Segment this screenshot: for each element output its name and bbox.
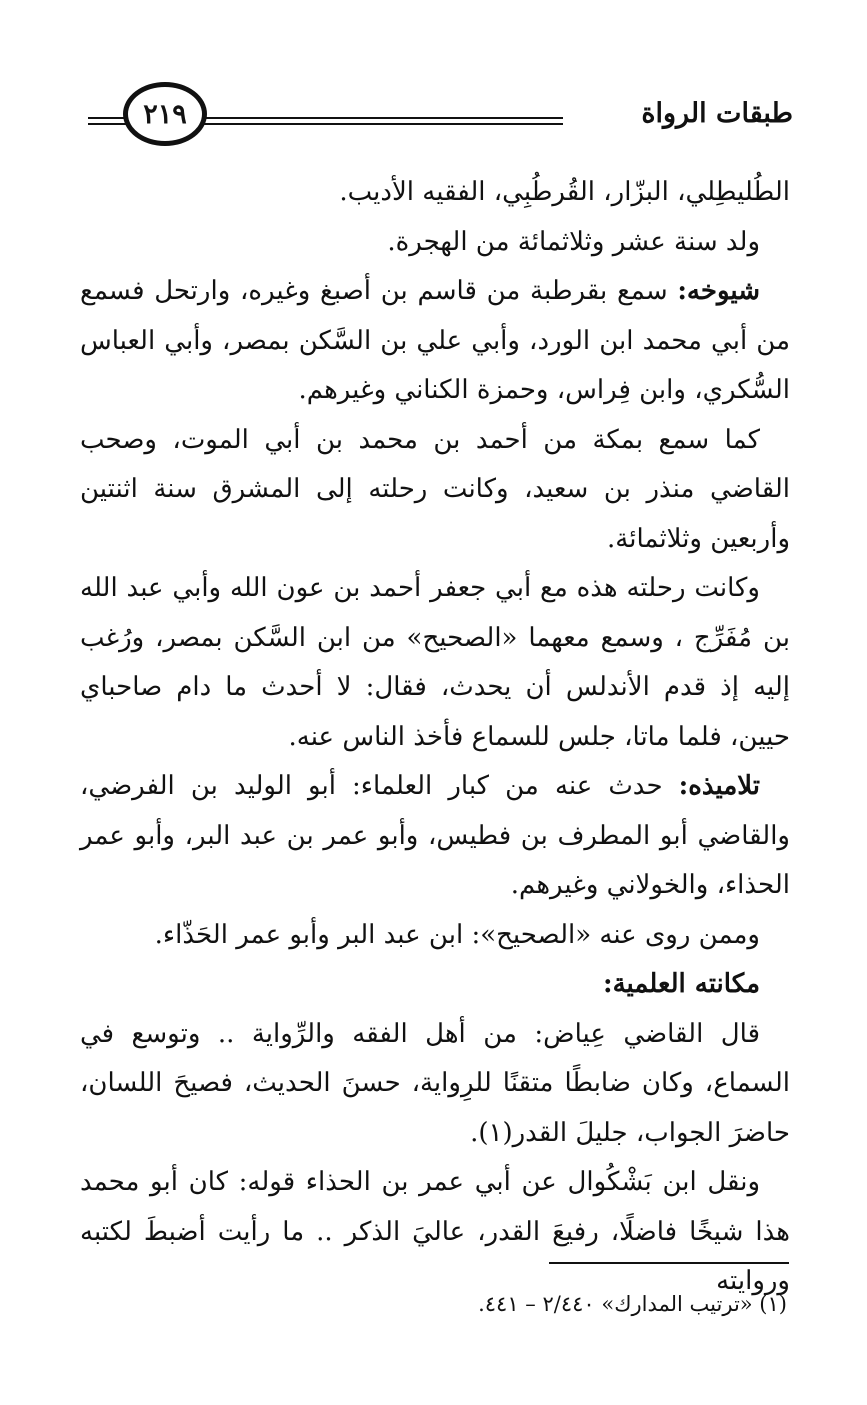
page-number: ٢١٩ [143,98,187,130]
section-heading-text: مكانته العلمية: [603,969,760,999]
paragraph-text: وممن روى عنه «الصحيح»: ابن عبد البر وأبو عمر الحَذّاء. [154,919,760,950]
header-rule [88,123,130,125]
paragraph [80,218,790,268]
running-header [88,82,793,160]
paragraph-text: كما سمع بمكة من أحمد بن محمد بن أبي الموت، وصحب القاضي منذر بن سعيد، وكانت رحلته إلى المشرق سنة اثنتين وأربعين وثلاثمائة. [80,424,790,554]
paragraph [80,1010,790,1159]
footnote: (١) «ترتيب المدارك» ٢/٤٤٠ – ٤٤١. [478,1292,787,1316]
running-title: طبقات الرواة [641,98,793,129]
paragraph-text: الطُليطِلي، البزّار، القُرطُبِي، الفقيه الأديب. [339,177,790,207]
paragraph-text: ولد سنة عشر وثلاثمائة من الهجرة. [387,226,760,257]
header-rule [203,123,563,125]
page-number-circle [123,82,207,146]
section-label: شيوخه: [677,276,760,306]
paragraph [80,1158,790,1307]
paragraph [80,416,790,565]
paragraph-text: سمع بقرطبة من قاسم بن أصبغ وغيره، وارتحل فسمع من أبي محمد ابن الورد، وأبي علي بن السَّكن بمصر، وأبي العباس السُّكري، وابن فِراس، وحمزة الكناني وغيرهم. [80,276,790,405]
paragraph-text: قال القاضي عِياض: من أهل الفقه والرِّواية .. وتوسع في السماع، وكان ضابطًا متقنًا للرِواية، حسنَ الحديث، فصيحَ اللسان، حاضرَ الجواب، جليلَ القدر(١). [80,1018,790,1148]
paragraph [80,911,790,961]
header-rule [203,117,563,119]
paragraph [80,267,790,416]
paragraph-text: ونقل ابن بَشْكُوال عن أبي عمر بن الحذاء قوله: كان أبو محمد هذا شيخًا فاضلًا، رفيعَ القدر، عاليَ الذكر .. ما رأيت أضبطَ لكتبه وروايته [80,1167,790,1296]
section-label: تلاميذه: [678,771,760,801]
paragraph-text: وكانت رحلته هذه مع أبي جعفر أحمد بن عون الله وأبي عبد الله بن مُفَرِّج ، وسمع معهما «الصحيح» من ابن السَّكن بمصر، ورُغب إليه إذ قدم الأندلس أن يحدث، فقال: لا أحدث ما دام صاحباي حيين، فلما ماتا، جلس للسماع فأخذ الناس عنه. [80,573,790,752]
paragraph-text: حدث عنه من كبار العلماء: أبو الوليد بن الفرضي، والقاضي أبو المطرف بن فطيس، وأبو عمر بن عبد البر، وأبو عمر الحذاء، والخولاني وغيرهم. [80,771,790,900]
paragraph [80,168,790,218]
footnote-separator [549,1262,789,1264]
paragraph [80,564,790,762]
section-heading [80,960,790,1010]
main-text [80,168,790,1307]
paragraph [80,762,790,911]
